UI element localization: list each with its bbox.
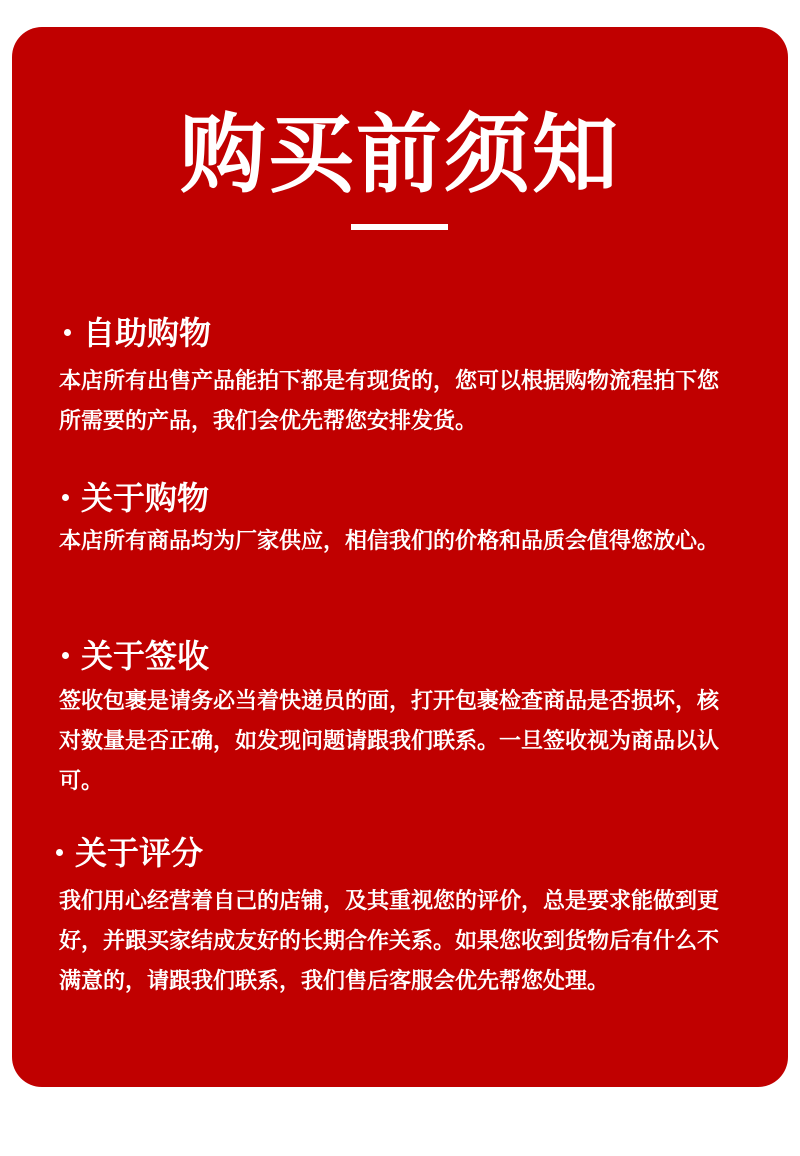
bullet-icon (62, 652, 69, 659)
section-heading-rating (56, 833, 203, 873)
section-body-shopping: 本店所有商品均为厂家供应，相信我们的价格和品质会值得您放心。 (59, 529, 720, 554)
section-heading-self-service (64, 313, 211, 353)
section-heading-signing (62, 636, 209, 676)
bullet-icon (64, 329, 71, 336)
section-body-rating: 我们用心经营着自己的店铺，及其重视您的评价，总是要求能做到更好，并跟买家结成友好的长期合作关系。如果您收到货物后有什么不满意的，请跟我们联系，我们售后客服会优先帮您处理。 (59, 889, 720, 994)
section-body-self-service: 本店所有出售产品能拍下都是有现货的，您可以根据购物流程拍下您所需要的产品，我们会优先帮您安排发货。 (59, 369, 720, 434)
page-title: 购买前须知 (180, 105, 620, 205)
section-heading-text: 自助购物 (83, 314, 212, 352)
title-divider (351, 224, 448, 230)
bullet-icon (56, 849, 63, 856)
section-heading-text: 关于评分 (75, 834, 204, 872)
section-heading-shopping (62, 478, 209, 518)
section-heading-text: 关于签收 (81, 637, 210, 675)
section-heading-text: 关于购物 (81, 479, 210, 517)
bullet-icon (62, 494, 69, 501)
section-body-signing: 签收包裹是请务必当着快递员的面，打开包裹检查商品是否损坏，核对数量是否正确，如发现问题请跟我们联系。一旦签收视为商品以认可。 (59, 689, 720, 794)
